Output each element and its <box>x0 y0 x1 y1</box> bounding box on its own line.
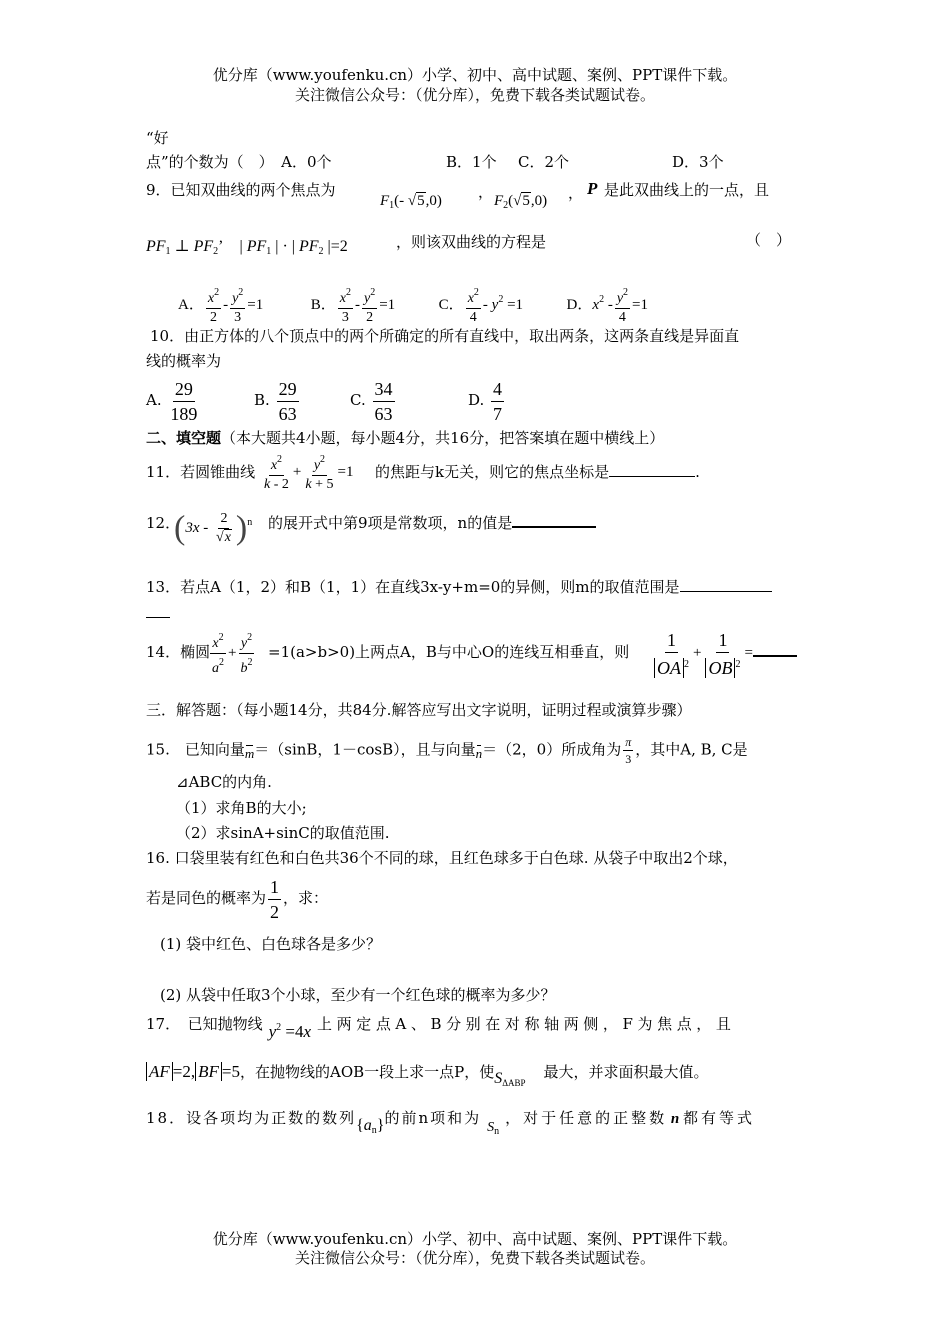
q14-stem-b: =1(a>b>0)上两点A，B与中心O的连线互相垂直，则 <box>268 643 630 661</box>
q10-options <box>146 376 506 425</box>
q18-stem-b: 的前n项和为 <box>384 1109 482 1127</box>
q11-answer-blank <box>609 476 695 477</box>
q16-stem-b: 若是同色的概率为 <box>146 889 267 907</box>
variable-n: n <box>667 1111 683 1127</box>
q8-option-b: B．1个 <box>446 153 497 171</box>
q18-stem-d: 都有等式 <box>683 1109 756 1127</box>
q12-stem-a: 12． <box>146 514 181 532</box>
q13-stem-text: 13．若点A（1，2）和B（1，1）在直线3x-y+m=0的异侧，则m的取值范围是 <box>146 578 680 596</box>
q17-line-1 <box>146 1010 736 1041</box>
q12-expression: (3x - $\frac{2}{√x}$ )$^n$ <box>174 509 253 547</box>
sum-s-n: $S_n$ <box>487 1120 500 1137</box>
q10-option-a-label: A. <box>146 391 162 409</box>
q15-stem-a: 15. 已知向量 <box>146 740 245 759</box>
q10-option-d-label: D. <box>468 391 485 409</box>
triangle-area-symbol: $S_{\Delta ABP}$ <box>494 1070 526 1088</box>
q10-option-a-num: 29 <box>173 378 195 402</box>
q9-option-c: C． $\frac{x^2}{4}$ - $y^2 =1$ <box>438 287 524 326</box>
q11-stem-b-text: 的焦距与k无关，则它的焦点坐标是 <box>375 463 610 481</box>
vector-m: m <box>245 744 254 764</box>
q14-ellipse-equation: $\frac{x^2}{a^2}$ + $\frac{y^2}{b^2}$ <box>212 632 253 676</box>
vector-n: n <box>476 744 483 764</box>
q10-option-b-label: B. <box>254 391 270 409</box>
q12-stem-b <box>268 513 596 533</box>
q17-condition: AF =2, BF =5 <box>146 1062 240 1081</box>
q8-option-d: D．3个 <box>672 153 724 171</box>
q9-options <box>178 280 648 326</box>
q17-stem-d: 最大，并求面积最大值。 <box>543 1063 709 1081</box>
q9-focus-f2: $F_2(√5,0)$ <box>494 193 548 211</box>
q15-sub-2: （2）求sinA+sinC的取值范围. <box>176 824 390 842</box>
q13-answer-blank-cont <box>146 603 170 623</box>
section-2-desc: （本大题共4小题，每小题4分，共16分，把答案填在题中横线上） <box>221 429 665 447</box>
parabola-equation: $y^2 =4x$ <box>268 1022 312 1041</box>
q9-option-b: B． $\frac{x^2}{3}$ - $\frac{y^2}{2}$ =1 <box>310 287 396 326</box>
q18-stem-c: ，对于任意的正整数 <box>505 1109 668 1127</box>
q14-answer-blank <box>753 655 797 657</box>
q10-option-d-num: 4 <box>491 378 504 402</box>
section-2-heading <box>146 428 664 448</box>
q18-line <box>146 1108 756 1137</box>
q10-option-c-num: 34 <box>373 378 395 402</box>
q12-answer-blank <box>512 526 596 528</box>
q14-stem-a: 14．椭圆 <box>146 643 211 661</box>
q15-line-1: 15. 已知向量m＝（sinB，1－cosB），且与向量n＝（2，0）所成角为 $\frac{\pi}{3}$ ，其中A, B, C是 <box>146 735 748 766</box>
q9-stem-a: 9．已知双曲线的两个焦点为 <box>146 181 336 199</box>
q16-stem-a: 16. 口袋里装有红色和白色共36个不同的球，且红色球多于白色球. 从袋子中取出2个球， <box>146 849 738 867</box>
q9-condition: $PF_1$ ⊥ $PF_2$’ | $PF_1$ | · | $PF_2$ |=2 <box>146 238 348 257</box>
q13-stem <box>146 577 772 597</box>
q9-answer-paren: （ ） <box>746 231 792 249</box>
q18-stem-a: 18．设各项均为正数的数列 <box>146 1109 357 1127</box>
q17-line-2 <box>146 1062 709 1087</box>
section-3-title: 三．解答题：（每小题14分，共84分.解答应写出文字说明，证明过程或演算步骤） <box>146 701 692 719</box>
q9-point-p: P <box>587 179 598 198</box>
q13-answer-blank <box>680 591 772 592</box>
q10-option-b-num: 29 <box>277 378 299 402</box>
q12-stem-b-text: 的展开式中第9项是常数项，n的值是 <box>268 514 513 532</box>
q9-focus-f1: $F_1(-$ √5,0) <box>380 193 442 211</box>
q9-comma: ， <box>478 185 494 201</box>
footer-line-2: 关注微信公众号：（优分库），免费下载各类试题试卷。 <box>294 1249 655 1267</box>
q15-sub-1: （1）求角B的大小; <box>176 799 307 817</box>
q15-stem-b: ＝（sinB，1－cosB），且与向量 <box>254 740 476 759</box>
q10-stem-b: 线的概率为 <box>146 352 222 370</box>
q10-option-c-den: 63 <box>374 403 393 424</box>
footer-line-1: 优分库（www.youfenku.cn）小学、初中、高中试题、案例、PPT课件下载。 <box>212 1230 738 1248</box>
q10-stem-a: 10．由正方体的八个顶点中的两个所确定的所有直线中，取出两条，这两条直线是异面直 <box>150 327 740 345</box>
q10-option-b-den: 63 <box>278 403 297 424</box>
q9-option-a: A． $\frac{x^2}{2}$ - $\frac{y^2}{3}$ =1 <box>178 287 264 326</box>
q15-stem-d: ，其中A, B, C是 <box>635 740 748 759</box>
q17-stem-a: 17． 已知抛物线 <box>146 1015 263 1033</box>
q15-stem-c: ＝（2，0）所成角为 <box>482 740 622 759</box>
q16-stem-c: ，求： <box>283 889 329 907</box>
q11-equation: $\frac{x^2}{k - 2}$ + $\frac{y^2}{k + 5}$ =1 <box>264 454 354 493</box>
q8-fragment-b: 点”的个数为（ ） A．0个 <box>146 153 332 171</box>
q17-stem-c: ，在抛物线的AOB一段上求一点P，使 <box>240 1063 495 1081</box>
q16-sub-1: (1) 袋中红色、白色球各是多少？ <box>160 935 382 953</box>
q9-stem-c: ，则该双曲线的方程是 <box>396 233 547 251</box>
q16-line-2: 若是同色的概率为 $\frac{1}{2}$ ，求： <box>146 876 329 922</box>
q9-option-d: D．$x^2$ - $\frac{y^2}{4}$ =1 <box>566 287 648 326</box>
section-2-title: 二、填空题 <box>146 429 222 447</box>
q11-stem-a: 11．若圆锥曲线 <box>146 463 256 481</box>
q8-option-c: C．2个 <box>518 153 570 171</box>
header-line-1: 优分库（www.youfenku.cn）小学、初中、高中试题、案例、PPT课件下载。 <box>212 66 738 84</box>
q17-stem-b: 上两定点A、B分别在对称轴两侧，F为焦点，且 <box>317 1015 736 1033</box>
sequence-a-n: $\{a_n\}$ <box>356 1117 385 1136</box>
q15-stem-e: ⊿ABC的内角. <box>176 773 272 791</box>
q10-option-d-den: 7 <box>493 403 503 424</box>
q11-stem-b: 的焦距与k无关，则它的焦点坐标是 . <box>375 463 700 481</box>
q10-option-c-label: C. <box>350 391 366 409</box>
q14-expression: $\frac{1}{OA ^2}$ + $\frac{1}{OB ^2}$ = <box>650 628 797 679</box>
q9-stem-b: 是此双曲线上的一点，且 <box>604 181 770 199</box>
q8-fragment-a: “好 <box>146 129 169 147</box>
q10-option-a-den: 189 <box>170 403 198 424</box>
header-line-2: 关注微信公众号：（优分库），免费下载各类试题试卷。 <box>294 86 655 104</box>
q16-sub-2: (2) 从袋中任取3个小球，至少有一个红色球的概率为多少？ <box>160 986 556 1004</box>
q9-comma-2: ， <box>568 184 584 202</box>
